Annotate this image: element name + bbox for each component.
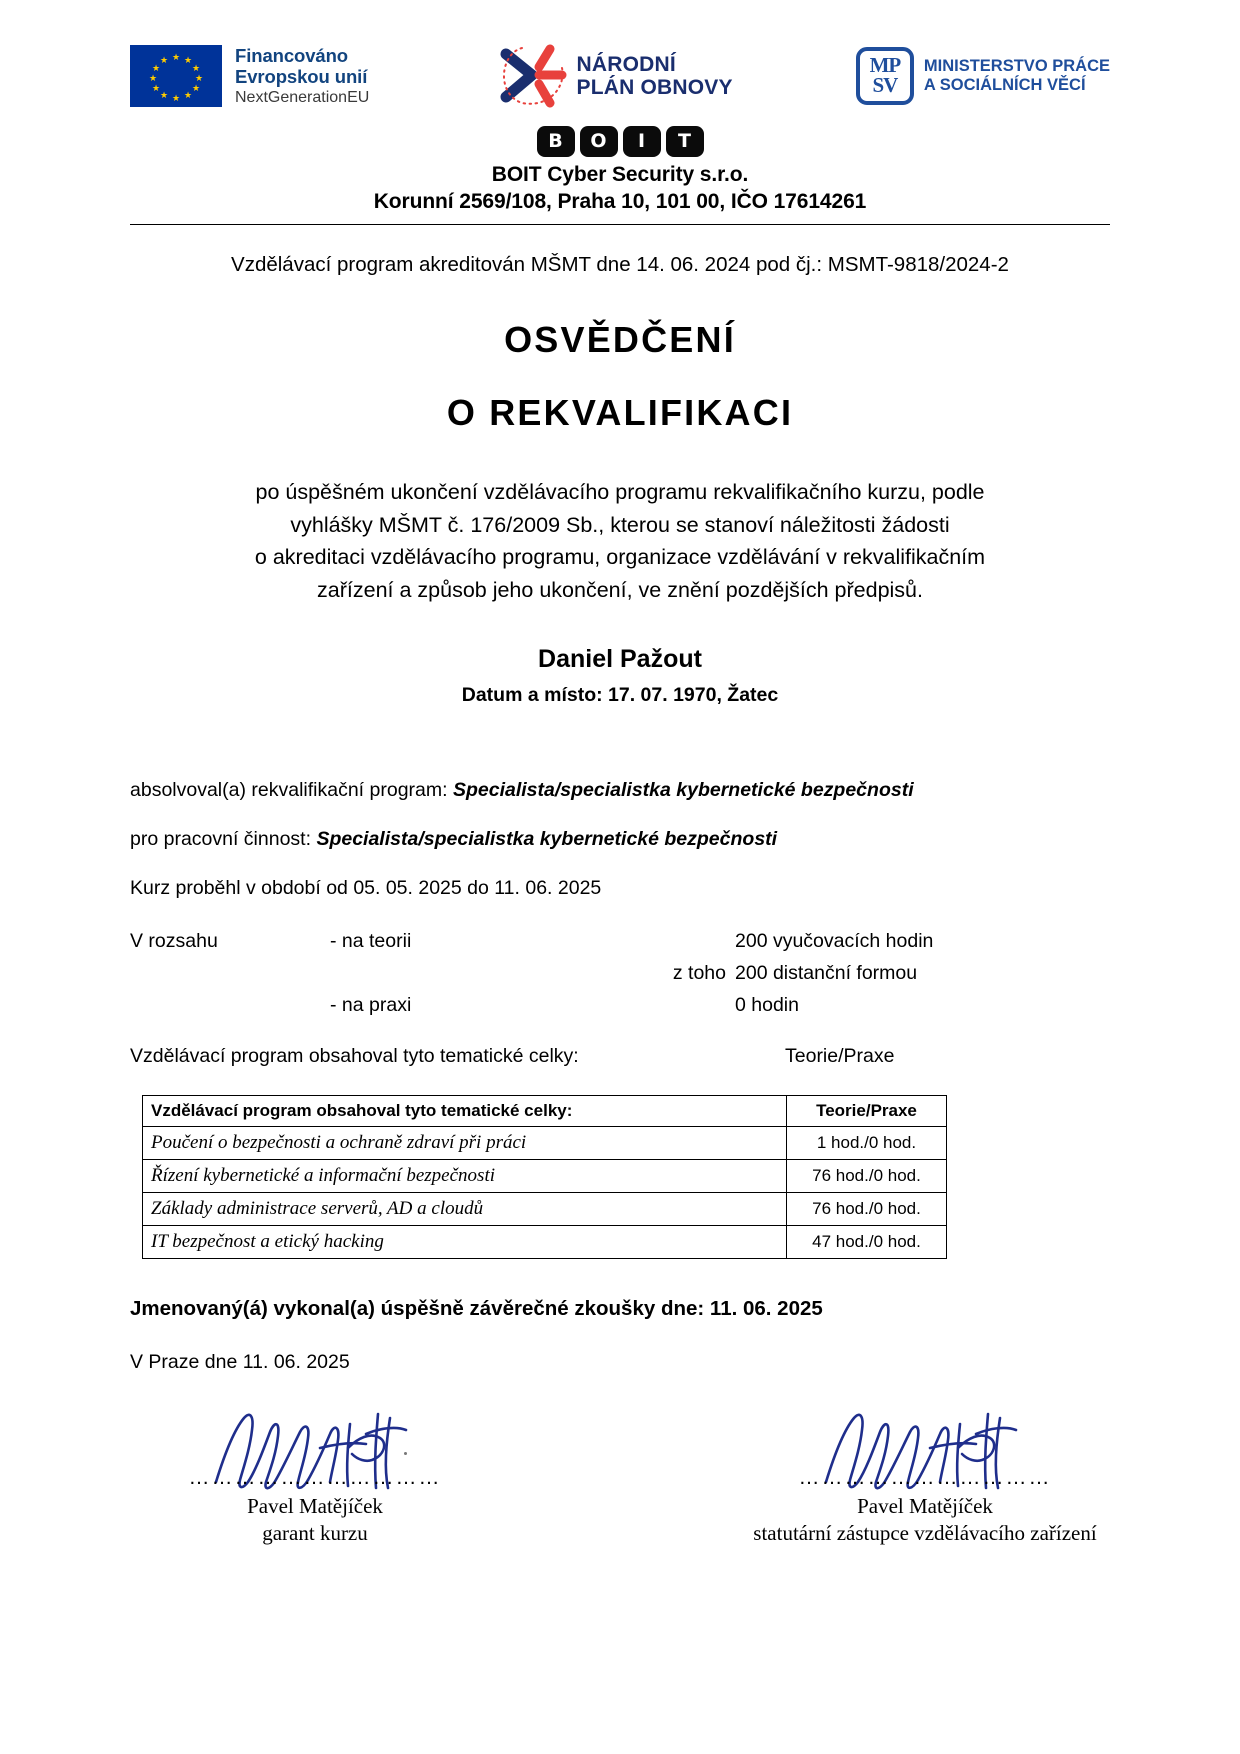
signature-statutory	[620, 1404, 1110, 1546]
legal-basis-line1: po úspěšném ukončení vzdělávacího programu rekvalifikačního kurzu, podle	[255, 480, 985, 504]
npo-logo-line2: PLÁN OBNOVY	[576, 76, 733, 99]
funding-logo-bar	[0, 0, 1240, 108]
mpsv-mark-icon	[856, 47, 914, 105]
signature-image-right	[740, 1404, 1110, 1500]
scope-row-theory	[130, 930, 1110, 953]
page-title: OSVĚDČENÍ	[504, 319, 736, 360]
table-row	[143, 1225, 947, 1258]
eu-flag-icon: ★ ★ ★ ★ ★ ★ ★ ★ ★ ★ ★ ★	[130, 45, 222, 107]
topic-hours: 76 hod./0 hod.	[787, 1192, 947, 1225]
scope-of-which-value: 200 distanční formou	[735, 961, 918, 984]
eu-logo-line1: Financováno	[235, 44, 348, 66]
exam-statement: Jmenovaný(á) vykonal(a) úspěšně závěrečné zkoušky dne: 11. 06. 2025	[130, 1296, 823, 1320]
signature-dots-right: ……………………………	[798, 1465, 1052, 1489]
topic-name: Základy administrace serverů, AD a cloudů	[143, 1192, 787, 1225]
signature-block	[130, 1404, 1110, 1546]
table-row	[143, 1159, 947, 1192]
signature-role-left: garant kurzu	[262, 1520, 368, 1545]
signature-dots-left: ……………………………	[188, 1465, 442, 1489]
mpsv-logo-line1: MINISTERSTVO PRÁCE	[923, 56, 1110, 75]
eu-funding-text	[235, 45, 369, 107]
legal-basis-paragraph	[130, 476, 1110, 607]
scope-practice-label: - na praxi	[330, 993, 412, 1016]
signature-guarantor	[130, 1404, 620, 1546]
table-header-value: Teorie/Praxe	[787, 1095, 947, 1126]
occupation-value: Specialista/specialistka kybernetické bezpečnosti	[316, 827, 778, 850]
header-divider	[130, 224, 1110, 225]
course-period: Kurz proběhl v období od 05. 05. 2025 do 11. 06. 2025	[130, 876, 602, 899]
certificate-body	[0, 253, 1240, 1546]
mpsv-mark-line2: SV	[872, 73, 898, 97]
scope-label: V rozsahu	[130, 929, 218, 952]
topic-name: Řízení kybernetické a informační bezpečnosti	[143, 1159, 787, 1192]
issue-place-date: V Praze dne 11. 06. 2025	[130, 1350, 350, 1373]
scope-of-which-label: z toho	[672, 961, 726, 984]
signature-name-right: Pavel Matějíček	[857, 1493, 993, 1518]
scope-block	[130, 930, 1110, 1017]
topic-name: IT bezpečnost a etický hacking	[143, 1225, 787, 1258]
boit-logo-icon	[537, 126, 704, 157]
npo-logo-text	[576, 53, 732, 99]
scope-practice-value: 0 hodin	[735, 993, 799, 1016]
topics-table	[142, 1095, 947, 1259]
npo-arrow-icon	[492, 44, 570, 108]
holder-name: Daniel Pažout	[538, 644, 702, 673]
completed-program-value: Specialista/specialistka kybernetické bezpečnosti	[452, 778, 914, 801]
occupation-label: pro pracovní činnost:	[130, 827, 312, 850]
table-header-row	[143, 1095, 947, 1126]
eu-logo-line3: NextGenerationEU	[235, 88, 370, 106]
occupation-row	[130, 828, 1110, 851]
company-header	[0, 126, 1240, 214]
boit-logo-tile-o: O	[580, 126, 618, 157]
legal-basis-line4: zařízení a způsob jeho ukončení, ve znění pozdějších předpisů.	[317, 578, 923, 603]
table-row	[143, 1126, 947, 1159]
npo-logo-line1: NÁRODNÍ	[576, 52, 676, 76]
npo-logo	[492, 44, 732, 108]
table-header-name: Vzdělávací program obsahoval tyto tematické celky:	[143, 1095, 787, 1126]
legal-basis-line3: o akreditaci vzdělávacího programu, organizace vzdělávání v rekvalifikačním	[254, 545, 986, 570]
mpsv-logo-line2: A SOCIÁLNÍCH VĚCÍ	[923, 76, 1086, 94]
signature-image-left	[130, 1404, 500, 1500]
company-name: BOIT Cyber Security s.r.o.	[491, 163, 749, 186]
topics-intro-label: Vzdělávací program obsahoval tyto tematické celky:	[130, 1044, 579, 1067]
scope-theory-label: - na teorii	[330, 929, 412, 952]
completed-program-label: absolvoval(a) rekvalifikační program:	[130, 778, 448, 801]
boit-logo-tile-t: T	[666, 126, 704, 157]
topic-hours: 47 hod./0 hod.	[787, 1225, 947, 1258]
scope-theory-value: 200 vyučovacích hodin	[735, 929, 934, 952]
scope-row-practice	[130, 994, 1110, 1017]
boit-logo-tile-i: I	[623, 126, 661, 157]
company-address: Korunní 2569/108, Praha 10, 101 00, IČO 17614261	[373, 190, 867, 213]
mpsv-logo-text	[924, 57, 1110, 95]
eu-logo-line2: Evropskou unií	[235, 66, 368, 88]
boit-logo-tile-b: B	[537, 126, 575, 157]
scope-row-distance	[130, 962, 1110, 985]
completed-program-row	[130, 779, 1110, 802]
holder-birth-info: Datum a místo: 17. 07. 1970, Žatec	[461, 683, 779, 706]
legal-basis-line2: vyhlášky MŠMT č. 176/2009 Sb., kterou se stanoví náležitosti žádosti	[290, 512, 950, 537]
eu-funding-logo	[130, 45, 369, 107]
signature-name-left: Pavel Matějíček	[247, 1493, 383, 1518]
mpsv-logo	[856, 47, 1110, 105]
topics-intro-row	[130, 1045, 1110, 1068]
topic-hours: 76 hod./0 hod.	[787, 1159, 947, 1192]
topics-intro-value: Teorie/Praxe	[785, 1044, 895, 1067]
topic-name: Poučení o bezpečnosti a ochraně zdraví při práci	[143, 1126, 787, 1159]
mpsv-mark-line1: MP	[869, 53, 901, 78]
page-subtitle: O REKVALIFIKACI	[446, 392, 794, 433]
accreditation-note: Vzdělávací program akreditován MŠMT dne 14. 06. 2024 pod čj.: MSMT-9818/2024-2	[231, 253, 1009, 276]
table-row	[143, 1192, 947, 1225]
signature-role-right: statutární zástupce vzdělávacího zařízení	[753, 1520, 1097, 1545]
topic-hours: 1 hod./0 hod.	[787, 1126, 947, 1159]
page-speck	[404, 1452, 407, 1455]
